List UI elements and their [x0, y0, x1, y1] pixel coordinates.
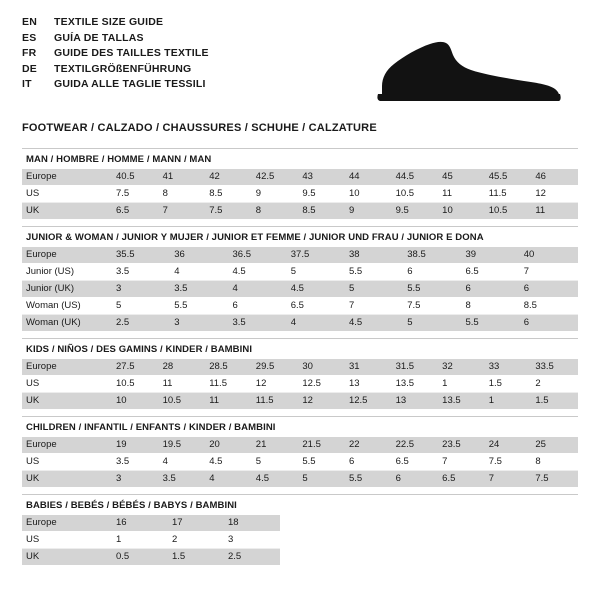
empty-cell — [560, 532, 600, 549]
size-cell: 8.5 — [520, 298, 578, 315]
size-cell: 19 — [112, 437, 159, 454]
size-cell: 5.5 — [403, 281, 461, 298]
group-kids — [22, 338, 578, 410]
size-cell: 21.5 — [298, 437, 345, 454]
section-title: FOOTWEAR / CALZADO / CHAUSSURES / SCHUHE / CALZATURE — [22, 122, 377, 134]
size-cell: 18 — [224, 515, 280, 532]
size-cell: 41 — [159, 169, 206, 186]
size-cell: 6.5 — [438, 471, 485, 488]
size-cell: 33 — [485, 359, 532, 376]
page-header — [22, 16, 578, 112]
size-cell: 3 — [112, 281, 170, 298]
row-label: UK — [22, 203, 112, 220]
empty-cell — [504, 515, 560, 532]
size-cell: 6 — [520, 315, 578, 332]
size-cell: 36.5 — [229, 247, 287, 264]
size-cell: 6 — [520, 281, 578, 298]
size-table-man — [22, 169, 578, 220]
size-cell: 10 — [345, 186, 392, 203]
size-cell: 22 — [345, 437, 392, 454]
size-cell: 3.5 — [229, 315, 287, 332]
row-label: Europe — [22, 437, 112, 454]
size-cell: 11 — [531, 203, 578, 220]
size-cell: 6.5 — [287, 298, 345, 315]
size-cell: 21 — [252, 437, 299, 454]
size-cell: 3.5 — [170, 281, 228, 298]
language-title: TEXTILE SIZE GUIDE — [54, 16, 164, 28]
size-table-kids — [22, 359, 578, 410]
row-label: Woman (UK) — [22, 315, 112, 332]
size-cell: 7.5 — [112, 186, 159, 203]
size-cell: 23.5 — [438, 437, 485, 454]
size-cell: 31 — [345, 359, 392, 376]
empty-cell — [504, 549, 560, 566]
language-title-body — [22, 16, 209, 94]
size-table-babies — [22, 515, 600, 566]
language-row — [22, 16, 209, 32]
size-cell: 5 — [298, 471, 345, 488]
language-title-list — [22, 16, 209, 94]
empty-cell — [392, 532, 448, 549]
language-row — [22, 78, 209, 94]
size-cell: 7 — [159, 203, 206, 220]
size-cell: 12 — [298, 393, 345, 410]
table-row — [22, 247, 578, 264]
size-table-body — [22, 515, 600, 566]
size-table-body — [22, 437, 578, 488]
size-cell: 11.5 — [485, 186, 532, 203]
size-cell: 4 — [205, 471, 252, 488]
size-cell: 42.5 — [252, 169, 299, 186]
size-cell: 24 — [485, 437, 532, 454]
size-cell: 5.5 — [462, 315, 520, 332]
table-row — [22, 281, 578, 298]
size-cell: 5 — [345, 281, 403, 298]
size-cell: 5 — [403, 315, 461, 332]
size-cell: 22.5 — [392, 437, 439, 454]
size-cell: 39 — [462, 247, 520, 264]
size-cell: 6.5 — [462, 264, 520, 281]
size-cell: 13.5 — [438, 393, 485, 410]
size-cell: 32 — [438, 359, 485, 376]
size-cell: 12.5 — [345, 393, 392, 410]
size-cell: 4.5 — [229, 264, 287, 281]
size-cell: 6.5 — [392, 454, 439, 471]
size-cell: 7 — [485, 471, 532, 488]
size-cell: 4 — [229, 281, 287, 298]
size-cell: 5.5 — [345, 471, 392, 488]
size-table-body — [22, 247, 578, 332]
size-cell: 4 — [287, 315, 345, 332]
row-label: US — [22, 454, 112, 471]
empty-cell — [560, 549, 600, 566]
size-cell: 1.5 — [485, 376, 532, 393]
size-cell: 2 — [168, 532, 224, 549]
table-row — [22, 203, 578, 220]
size-cell: 11 — [205, 393, 252, 410]
size-table-children — [22, 437, 578, 488]
table-row — [22, 532, 600, 549]
size-cell: 3.5 — [112, 264, 170, 281]
size-cell: 3 — [170, 315, 228, 332]
table-row — [22, 264, 578, 281]
language-title: GUÍA DE TALLAS — [54, 31, 144, 44]
size-cell: 31.5 — [392, 359, 439, 376]
size-cell: 5.5 — [345, 264, 403, 281]
size-cell: 8 — [531, 454, 578, 471]
size-cell: 28 — [159, 359, 206, 376]
size-cell: 10.5 — [485, 203, 532, 220]
size-cell: 19.5 — [159, 437, 206, 454]
size-cell: 6 — [403, 264, 461, 281]
size-cell: 12 — [531, 186, 578, 203]
empty-cell — [392, 549, 448, 566]
size-cell: 4.5 — [252, 471, 299, 488]
table-row — [22, 315, 578, 332]
size-cell: 11 — [438, 186, 485, 203]
size-cell: 7 — [345, 298, 403, 315]
size-cell: 8.5 — [205, 186, 252, 203]
language-code: FR — [22, 47, 37, 59]
size-cell: 28.5 — [205, 359, 252, 376]
empty-cell — [560, 515, 600, 532]
size-cell: 7.5 — [205, 203, 252, 220]
size-cell: 43 — [298, 169, 345, 186]
language-row — [22, 63, 209, 79]
group-man — [22, 148, 578, 220]
row-label: Europe — [22, 515, 112, 532]
size-cell: 2 — [531, 376, 578, 393]
size-cell: 13 — [392, 393, 439, 410]
group-heading: JUNIOR & WOMAN / JUNIOR Y MUJER / JUNIOR ET FEMME / JUNIOR UND FRAU / JUNIOR E DONA — [22, 226, 578, 247]
size-cell: 16 — [112, 515, 168, 532]
size-cell: 1 — [112, 532, 168, 549]
size-cell: 7 — [438, 454, 485, 471]
table-row — [22, 298, 578, 315]
size-cell: 7 — [520, 264, 578, 281]
row-label: Europe — [22, 247, 112, 264]
empty-cell — [504, 532, 560, 549]
size-cell: 10.5 — [392, 186, 439, 203]
size-table-body — [22, 169, 578, 220]
size-cell: 8 — [252, 203, 299, 220]
empty-cell — [280, 532, 336, 549]
row-label: Europe — [22, 169, 112, 186]
size-cell: 2.5 — [224, 549, 280, 566]
group-children — [22, 416, 578, 488]
empty-cell — [336, 532, 392, 549]
size-cell: 30 — [298, 359, 345, 376]
size-cell: 1.5 — [531, 393, 578, 410]
size-cell: 10 — [112, 393, 159, 410]
language-code: DE — [22, 62, 37, 75]
size-cell: 2.5 — [112, 315, 170, 332]
size-cell: 40.5 — [112, 169, 159, 186]
size-cell: 38 — [345, 247, 403, 264]
row-label: US — [22, 186, 112, 203]
size-cell: 7.5 — [403, 298, 461, 315]
size-cell: 9 — [252, 186, 299, 203]
size-cell: 3.5 — [159, 471, 206, 488]
size-cell: 0.5 — [112, 549, 168, 566]
empty-cell — [336, 515, 392, 532]
group-babies — [22, 494, 578, 566]
size-cell: 9.5 — [298, 186, 345, 203]
size-cell: 45.5 — [485, 169, 532, 186]
size-cell: 5 — [112, 298, 170, 315]
empty-cell — [392, 515, 448, 532]
size-cell: 7.5 — [485, 454, 532, 471]
size-cell: 27.5 — [112, 359, 159, 376]
size-cell: 17 — [168, 515, 224, 532]
size-cell: 42 — [205, 169, 252, 186]
size-cell: 44.5 — [392, 169, 439, 186]
row-label: UK — [22, 471, 112, 488]
size-cell: 8 — [159, 186, 206, 203]
row-label: US — [22, 532, 112, 549]
size-cell: 6.5 — [112, 203, 159, 220]
empty-cell — [280, 549, 336, 566]
language-title: GUIDA ALLE TAGLIE TESSILI — [54, 78, 206, 90]
size-cell: 3 — [224, 532, 280, 549]
size-cell: 37.5 — [287, 247, 345, 264]
language-title: GUIDE DES TAILLES TEXTILE — [54, 47, 209, 59]
size-cell: 12 — [252, 376, 299, 393]
table-row — [22, 393, 578, 410]
size-cell: 36 — [170, 247, 228, 264]
table-row — [22, 549, 600, 566]
row-label: Europe — [22, 359, 112, 376]
table-row — [22, 376, 578, 393]
table-row — [22, 359, 578, 376]
language-row — [22, 32, 209, 48]
size-table-body — [22, 359, 578, 410]
row-label: US — [22, 376, 112, 393]
empty-cell — [280, 515, 336, 532]
size-cell: 1.5 — [168, 549, 224, 566]
group-junior-woman — [22, 226, 578, 332]
row-label: Woman (US) — [22, 298, 112, 315]
table-row — [22, 437, 578, 454]
size-cell: 4.5 — [287, 281, 345, 298]
size-table-junior-woman — [22, 247, 578, 332]
size-cell: 11 — [159, 376, 206, 393]
size-cell: 1 — [485, 393, 532, 410]
empty-cell — [448, 549, 504, 566]
dress-shoe-icon — [374, 34, 564, 106]
language-code: IT — [22, 78, 32, 90]
size-cell: 10.5 — [159, 393, 206, 410]
empty-cell — [448, 515, 504, 532]
size-cell: 33.5 — [531, 359, 578, 376]
table-row — [22, 186, 578, 203]
size-cell: 4.5 — [205, 454, 252, 471]
size-cell: 20 — [205, 437, 252, 454]
language-row — [22, 47, 209, 63]
size-cell: 13.5 — [392, 376, 439, 393]
size-cell: 6 — [345, 454, 392, 471]
size-cell: 40 — [520, 247, 578, 264]
size-cell: 7.5 — [531, 471, 578, 488]
table-row — [22, 515, 600, 532]
size-cell: 38.5 — [403, 247, 461, 264]
size-cell: 10 — [438, 203, 485, 220]
size-cell: 46 — [531, 169, 578, 186]
empty-cell — [448, 532, 504, 549]
size-cell: 9 — [345, 203, 392, 220]
size-cell: 35.5 — [112, 247, 170, 264]
size-cell: 12.5 — [298, 376, 345, 393]
size-cell: 9.5 — [392, 203, 439, 220]
size-cell: 5.5 — [170, 298, 228, 315]
size-cell: 5 — [287, 264, 345, 281]
size-cell: 5 — [252, 454, 299, 471]
size-cell: 8.5 — [298, 203, 345, 220]
language-code: EN — [22, 16, 37, 28]
size-cell: 4 — [159, 454, 206, 471]
size-cell: 25 — [531, 437, 578, 454]
size-cell: 6 — [462, 281, 520, 298]
table-row — [22, 471, 578, 488]
size-cell: 45 — [438, 169, 485, 186]
empty-cell — [336, 549, 392, 566]
row-label: UK — [22, 393, 112, 410]
size-cell: 11.5 — [252, 393, 299, 410]
size-cell: 44 — [345, 169, 392, 186]
row-label: Junior (US) — [22, 264, 112, 281]
size-cell: 5.5 — [298, 454, 345, 471]
size-cell: 13 — [345, 376, 392, 393]
size-cell: 6 — [229, 298, 287, 315]
group-heading: CHILDREN / INFANTIL / ENFANTS / KINDER / BAMBINI — [22, 416, 578, 437]
size-cell: 29.5 — [252, 359, 299, 376]
language-title: TEXTILGRÖßENFÜHRUNG — [54, 62, 192, 75]
size-cell: 4 — [170, 264, 228, 281]
size-cell: 6 — [392, 471, 439, 488]
size-cell: 8 — [462, 298, 520, 315]
size-cell: 1 — [438, 376, 485, 393]
size-cell: 10.5 — [112, 376, 159, 393]
size-cell: 3.5 — [112, 454, 159, 471]
table-row — [22, 169, 578, 186]
group-heading: BABIES / BEBÉS / BÉBÉS / BABYS / BAMBINI — [22, 494, 578, 515]
size-cell: 11.5 — [205, 376, 252, 393]
table-row — [22, 454, 578, 471]
row-label: UK — [22, 549, 112, 566]
size-cell: 3 — [112, 471, 159, 488]
row-label: Junior (UK) — [22, 281, 112, 298]
group-heading: MAN / HOMBRE / HOMME / MANN / MAN — [22, 148, 578, 169]
size-cell: 4.5 — [345, 315, 403, 332]
language-code: ES — [22, 31, 37, 44]
group-heading: KIDS / NIÑOS / DES GAMINS / KINDER / BAMBINI — [22, 338, 578, 359]
